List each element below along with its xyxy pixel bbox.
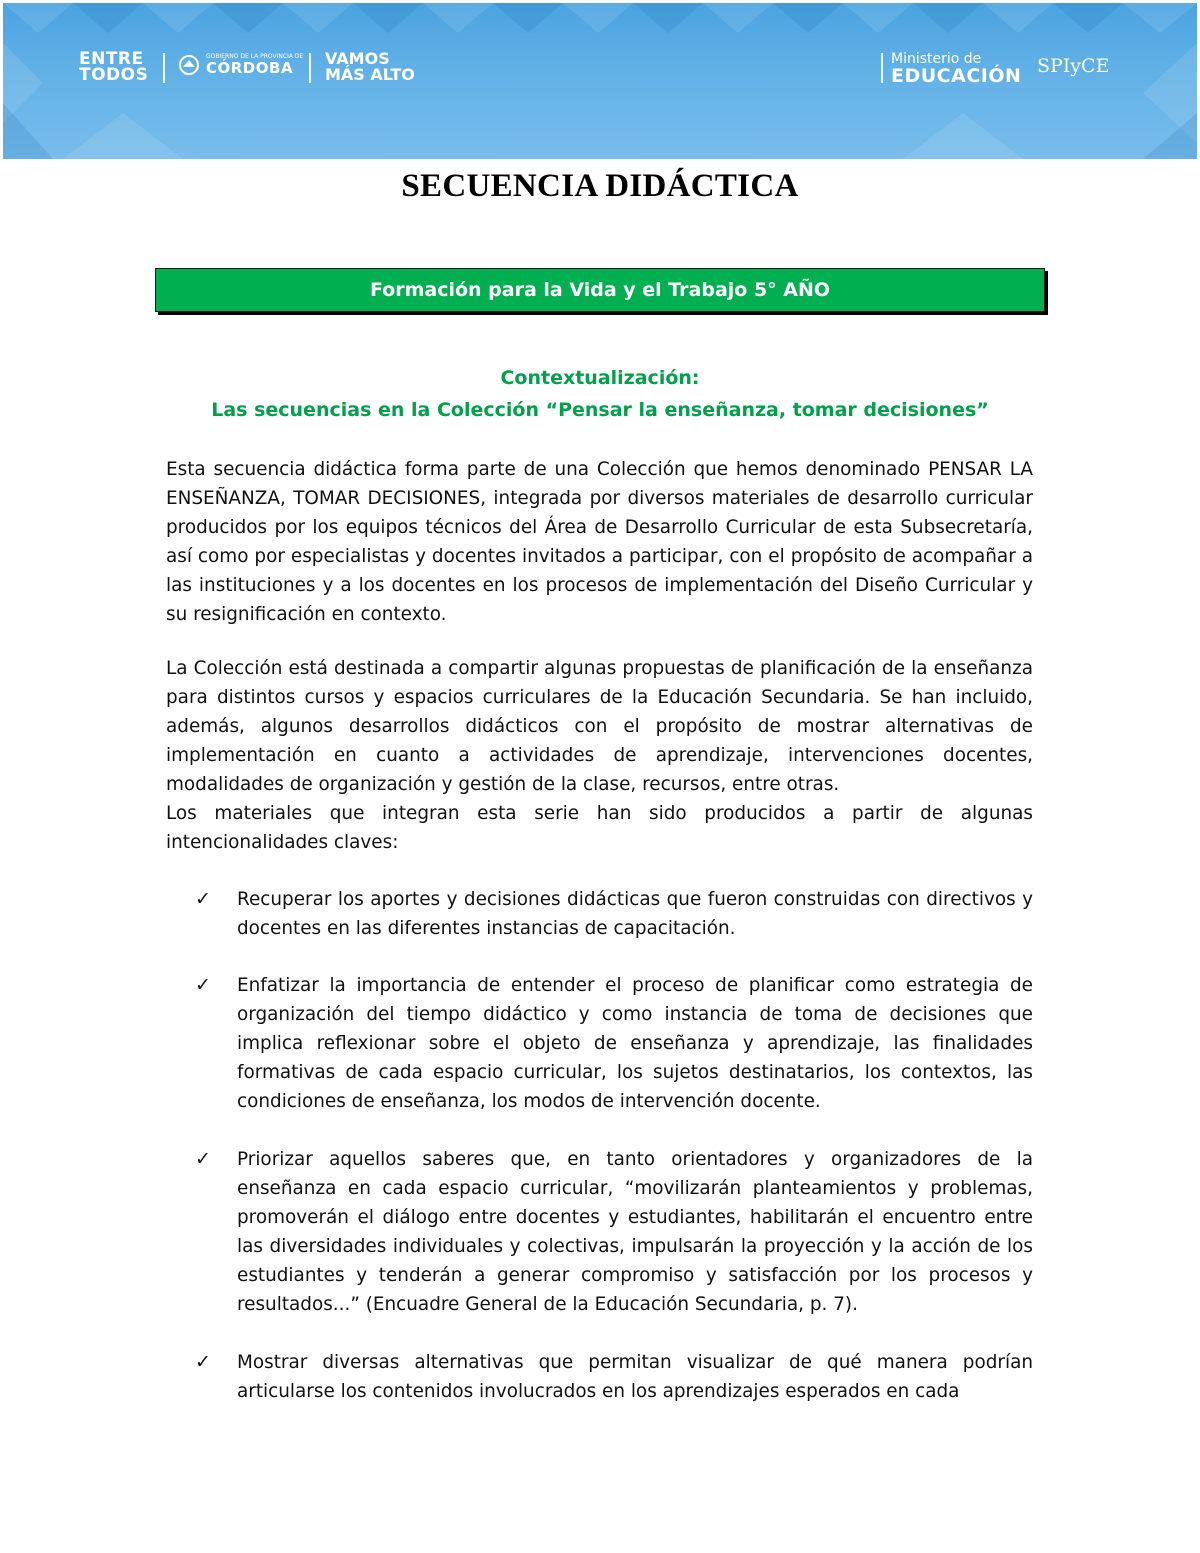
cordoba-text: CÓRDOBA [206,59,294,77]
subject-banner-text: Formación para la Vida y el Trabajo 5° AÑO [369,279,831,301]
spiyce-logo [1037,55,1109,77]
header-banner [3,3,1197,159]
context-subheading: Las secuencias en la Colección “Pensar la enseñanza, tomar decisiones” [211,399,989,421]
ministerio-small-text: Ministerio de [891,51,982,67]
cordoba-emblem-icon [178,54,200,76]
bullet-text: Recuperar los aportes y decisiones didácticas que fueron construidas con directivos y docentes en las diferentes instancias de capacitación. [237,889,1033,939]
document-title: SECUENCIA DIDÁCTICA [401,168,799,204]
logo-entre-line: ENTRE [79,49,144,69]
checkmark-icon: ✓ [195,1351,211,1373]
logo-mas-alto-line: MÁS ALTO [325,65,415,84]
cordoba-small-text: GOBIERNO DE LA PROVINCIA DE [206,53,304,60]
cordoba-logo [178,53,303,76]
logo-vamos-line: VAMOS [325,49,390,68]
subject-banner [155,268,1045,312]
checkmark-icon: ✓ [195,888,211,910]
ministerio-text: EDUCACIÓN [891,65,1022,87]
entre-todos-logo [79,51,148,83]
logo-todos-line: TODOS [79,65,149,85]
context-heading: Contextualización: [500,367,700,389]
paragraph: La Colección está destinada a compartir algunas propuestas de planificación de la enseñanza para distintos cursos y espacios curriculares de la Educación Secundaria. Se han incluido, además, algunos desarrollos didácticos con el propósito de mostrar alternativas de implementación en cuanto a actividades de aprendizaje, intervenciones docentes, modalidades de organización y gestión de la clase, recursos, entre otras. [166,658,1033,795]
checkmark-icon: ✓ [195,974,211,996]
bullet-text: Priorizar aquellos saberes que, en tanto orientadores y organizadores de la enseñanza en cada espacio curricular, “movilizarán planteamientos y problemas, promoverán el diálogo entre docentes y estudiantes, habilitarán el encuentro entre las diversidades individuales y colectivas, impulsarán la proyección y la acción de los estudiantes y tenderán a generar compromiso y satisfacción por los procesos y resultados...” (Encuadre General de la Educación Secundaria, p. 7). [237,1149,1033,1315]
logo-separator [163,53,165,83]
logo-separator [881,53,883,83]
bullet-text: Enfatizar la importancia de entender el proceso de planificar como estrategia de organización del tiempo didáctico y como instancia de toma de decisiones que implica reflexionar sobre el objeto de enseñanza y aprendizaje, las finalidades formativas de cada espacio curricular, los sujetos destinatarios, los contextos, las condiciones de enseñanza, los modos de intervención docente. [237,975,1033,1112]
bullet-text: Mostrar diversas alternativas que permitan visualizar de qué manera podrían articularse los contenidos involucrados en los aprendizajes esperados en cada [237,1352,1033,1402]
vamos-mas-alto-logo [325,51,415,83]
checkmark-icon: ✓ [195,1148,211,1170]
logo-separator [309,53,311,83]
ministerio-educacion-logo [891,51,1021,86]
spiyce-text: SPIyCE [1037,55,1110,77]
paragraph: Los materiales que integran esta serie han sido producidos a partir de algunas intencionalidades claves: [166,803,1033,853]
paragraph: Esta secuencia didáctica forma parte de una Colección que hemos denominado PENSAR LA ENSEÑANZA, TOMAR DECISIONES, integrada por diversos materiales de desarrollo curricular producidos por los equipos técnicos del Área de Desarrollo Curricular de esta Subsecretaría, así como por especialistas y docentes invitados a participar, con el propósito de acompañar a las instituciones y a los docentes en los procesos de implementación del Diseño Curricular y su resignificación en contexto. [166,459,1033,625]
